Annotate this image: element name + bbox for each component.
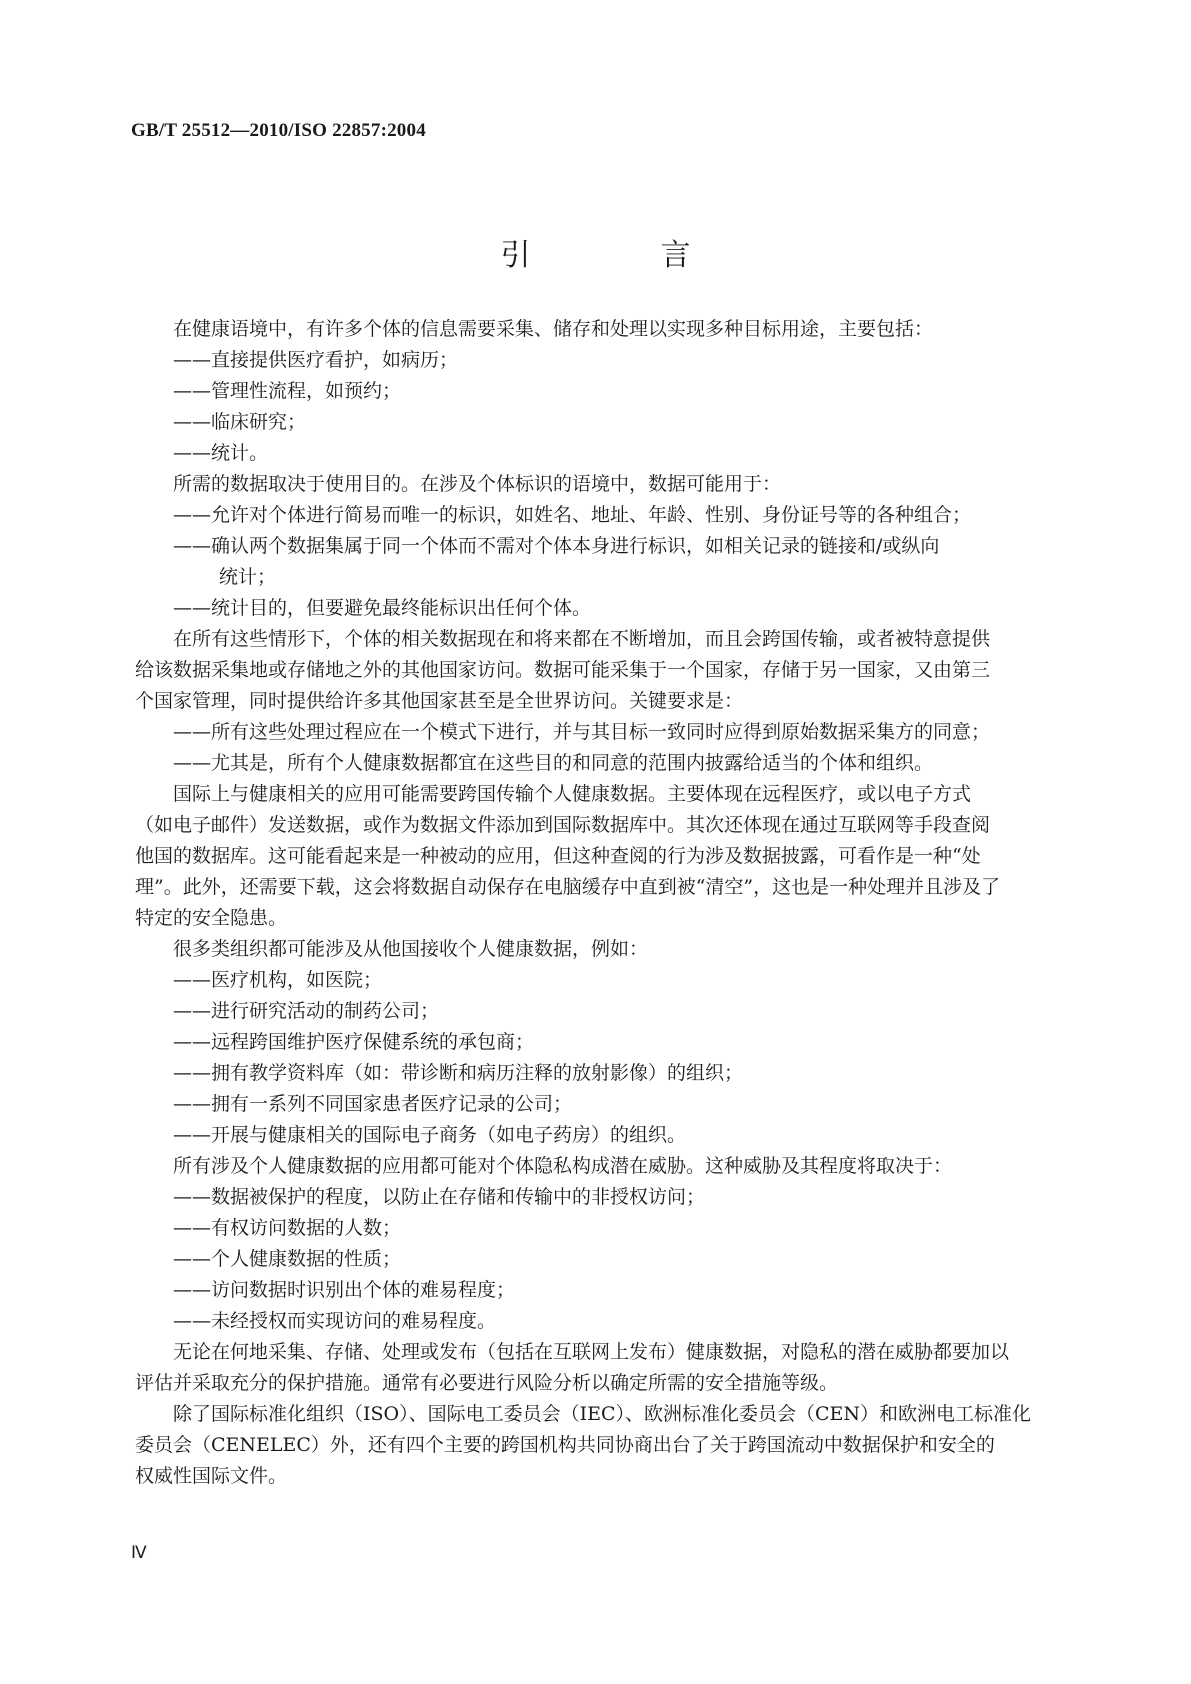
text-line: ——未经授权而实现访问的难易程度。 bbox=[173, 1310, 497, 1332]
body-text bbox=[135, 314, 1061, 1492]
text-line: ——所有这些处理过程应在一个模式下进行，并与其目标一致同时应得到原始数据采集方的同意； bbox=[173, 721, 991, 743]
text-line: ——医疗机构，如医院； bbox=[173, 969, 383, 991]
text-line: ——直接提供医疗看护，如病历； bbox=[173, 349, 459, 371]
text-line: ——数据被保护的程度，以防止在存储和传输中的非授权访问； bbox=[173, 1186, 706, 1208]
text-line: ——确认两个数据集属于同一个体而不需对个体本身进行标识，如相关记录的链接和/或纵向 bbox=[173, 535, 940, 557]
text-line: ——个人健康数据的性质； bbox=[173, 1248, 402, 1270]
text-line: ——统计。 bbox=[173, 442, 269, 464]
text-line: 委员会（CENELEC）外，还有四个主要的跨国机构共同协商出台了关于跨国流动中数据保护和安全的 bbox=[135, 1434, 995, 1456]
text-line: 所有涉及个人健康数据的应用都可能对个体隐私构成潜在威胁。这种威胁及其程度将取决于： bbox=[173, 1155, 953, 1177]
text-line: 个国家管理，同时提供给许多其他国家甚至是全世界访问。关键要求是： bbox=[135, 690, 744, 712]
text-line: ——远程跨国维护医疗保健系统的承包商； bbox=[173, 1031, 535, 1053]
page-title: 引 言 bbox=[500, 238, 741, 273]
text-line: 无论在何地采集、存储、处理或发布（包括在互联网上发布）健康数据，对隐私的潜在威胁都要加以 bbox=[173, 1341, 1010, 1363]
text-line: ——拥有教学资料库（如：带诊断和病历注释的放射影像）的组织； bbox=[173, 1062, 744, 1084]
text-line: ——允许对个体进行简易而唯一的标识，如姓名、地址、年龄、性别、身份证号等的各种组合； bbox=[173, 504, 972, 526]
text-line: 在所有这些情形下，个体的相关数据现在和将来都在不断增加，而且会跨国传输，或者被特意提供 bbox=[173, 628, 991, 650]
text-line: ——进行研究活动的制药公司； bbox=[173, 1000, 440, 1022]
text-line: ——拥有一系列不同国家患者医疗记录的公司； bbox=[173, 1093, 573, 1115]
text-line: 统计； bbox=[219, 566, 277, 588]
standard-number-header: GB/T 25512—2010/ISO 22857:2004 bbox=[131, 120, 426, 141]
page-number: Ⅳ bbox=[131, 1543, 147, 1562]
text-line: ——管理性流程，如预约； bbox=[173, 380, 402, 402]
text-line: 很多类组织都可能涉及从他国接收个人健康数据，例如： bbox=[173, 938, 649, 960]
text-line: 除了国际标准化组织（ISO）、国际电工委员会（IEC）、欧洲标准化委员会（CEN）和欧洲电工标准化 bbox=[173, 1403, 1032, 1425]
text-line: 所需的数据取决于使用目的。在涉及个体标识的语境中，数据可能用于： bbox=[173, 473, 782, 495]
text-line: 权威性国际文件。 bbox=[135, 1465, 288, 1487]
text-line: 他国的数据库。这可能看起来是一种被动的应用，但这种查阅的行为涉及数据披露，可看作是一种“处 bbox=[135, 845, 981, 867]
text-line: （如电子邮件）发送数据，或作为数据文件添加到国际数据库中。其次还体现在通过互联网等手段查阅 bbox=[135, 814, 991, 836]
text-line: 在健康语境中，有许多个体的信息需要采集、储存和处理以实现多种目标用途，主要包括： bbox=[173, 318, 934, 340]
text-line: ——临床研究； bbox=[173, 411, 307, 433]
text-line: ——有权访问数据的人数； bbox=[173, 1217, 402, 1239]
text-line: 给该数据采集地或存储地之外的其他国家访问。数据可能采集于一个国家，存储于另一国家，又由第三 bbox=[135, 659, 991, 681]
text-line: ——统计目的，但要避免最终能标识出任何个体。 bbox=[173, 597, 592, 619]
text-line: ——尤其是，所有个人健康数据都宜在这些目的和同意的范围内披露给适当的个体和组织。 bbox=[173, 752, 934, 774]
text-line: ——访问数据时识别出个体的难易程度； bbox=[173, 1279, 516, 1301]
text-line: 评估并采取充分的保护措施。通常有必要进行风险分析以确定所需的安全措施等级。 bbox=[135, 1372, 839, 1394]
text-line: ——开展与健康相关的国际电子商务（如电子药房）的组织。 bbox=[173, 1124, 687, 1146]
text-line: 特定的安全隐患。 bbox=[135, 907, 288, 929]
text-line: 国际上与健康相关的应用可能需要跨国传输个人健康数据。主要体现在远程医疗，或以电子方式 bbox=[173, 783, 972, 805]
text-line: 理”。此外，还需要下载，这会将数据自动保存在电脑缓存中直到被“清空”，这也是一种处理并且涉及了 bbox=[135, 876, 1001, 898]
